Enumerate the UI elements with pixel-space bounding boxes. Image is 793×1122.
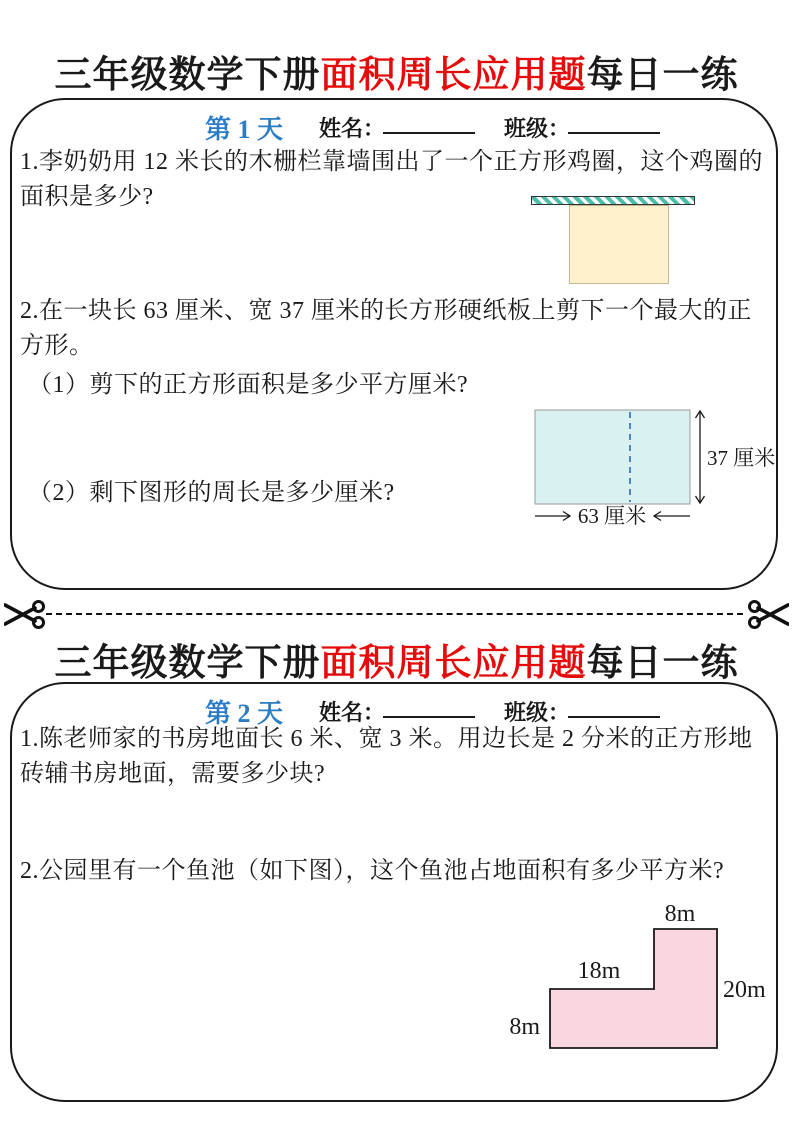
name-label: 姓名：: [319, 700, 386, 725]
name-blank-field[interactable]: [383, 114, 475, 134]
cardboard-rect: [535, 410, 690, 504]
scissors-icon: [745, 599, 789, 630]
name-label: 姓名：: [319, 116, 386, 141]
title-prefix: 三年级数学下册: [54, 643, 321, 684]
height-dimension-arrow: [696, 411, 705, 503]
day2-box: [10, 682, 778, 1102]
title-highlight: 面积周长应用题: [320, 55, 587, 96]
day2-header: [12, 684, 776, 728]
title-suffix: 每日一练: [586, 643, 739, 684]
day1-problem1-line1: 1.李奶奶用 12 米长的木栅栏靠墙围出了一个正方形鸡圈，这个鸡圈的: [20, 149, 763, 175]
coop-square: [569, 205, 669, 284]
class-label: 班级：: [504, 700, 571, 725]
day2-problem1-line2: 砖辅书房地面，需要多少块?: [20, 761, 326, 787]
page-title: [0, 632, 793, 686]
day1-problem2-line2: 方形。: [20, 333, 94, 359]
day2-problem1-line1: 1.陈老师家的书房地面长 6 米、宽 3 米。用边长是 2 分米的正方形地: [20, 726, 753, 752]
pond-left-label: 8m: [509, 1014, 540, 1040]
day1-label: 第 1 天: [205, 115, 284, 144]
pond-l-shape: [550, 929, 717, 1048]
pond-diagram: [478, 890, 778, 1062]
day1-problem2-line1: 2.在一块长 63 厘米、宽 37 厘米的长方形硬纸板上剪下一个最大的正: [20, 298, 752, 324]
cardboard-diagram: [517, 400, 782, 535]
day1-header: [12, 100, 776, 144]
day1-box: [10, 98, 778, 590]
day2-problem2: 2.公园里有一个鱼池（如下图），这个鱼池占地面积有多少平方米?: [20, 858, 725, 884]
pond-top-label: 8m: [664, 901, 696, 927]
class-blank-field[interactable]: [568, 114, 660, 134]
cardboard-width-label: 63 厘米: [577, 504, 647, 528]
page-title: [0, 44, 793, 98]
cut-dashed-rule: [46, 613, 743, 615]
cardboard-height-label: 37 厘米: [707, 446, 776, 470]
wall-hatched-bar: [531, 196, 695, 205]
day2-label: 第 2 天: [205, 699, 284, 728]
class-label: 班级：: [504, 116, 571, 141]
pond-right-label: 20m: [723, 977, 766, 1003]
name-blank-field[interactable]: [383, 698, 475, 718]
day1-subq1: （1）剪下的正方形面积是多少平方厘米?: [28, 372, 469, 398]
pond-upper-label: 18m: [577, 958, 621, 984]
day2-problem1: [20, 722, 772, 792]
day1-problem2: [20, 294, 772, 364]
scissors-icon: [4, 599, 48, 630]
cut-separator: [0, 598, 793, 632]
day1-subq2: （2）剩下图形的周长是多少厘米?: [28, 480, 395, 506]
class-blank-field[interactable]: [568, 698, 660, 718]
day1-problem1-line2: 面积是多少?: [20, 184, 154, 210]
title-suffix: 每日一练: [586, 55, 739, 96]
title-prefix: 三年级数学下册: [54, 55, 321, 96]
title-highlight: 面积周长应用题: [320, 643, 587, 684]
